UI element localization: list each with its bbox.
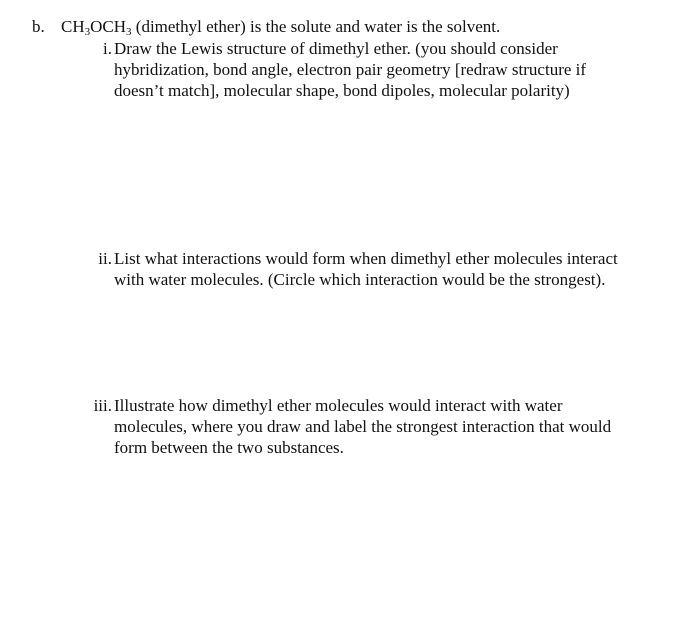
- subquestion-line: form between the two substances.: [114, 438, 344, 457]
- question-b-text: (dimethyl ether) is the solute and water is the solvent.: [131, 17, 501, 36]
- subquestion-line: molecules, where you draw and label the strongest interaction that would: [114, 417, 612, 436]
- subquestion-line: Illustrate how dimethyl ether molecules would interact with water: [114, 396, 563, 415]
- subquestion-number: ii.: [98, 249, 112, 268]
- subquestion-number: iii.: [93, 396, 112, 415]
- formula-sub2: 3: [126, 26, 132, 38]
- subquestion-number: i.: [103, 39, 112, 58]
- formula: [61, 17, 132, 36]
- question-b: [32, 16, 672, 37]
- subquestion-line: doesn’t match], molecular shape, bond dipoles, molecular polarity): [114, 81, 570, 100]
- question-b-label: b.: [32, 17, 45, 36]
- subquestion-line: with water molecules. (Circle which interaction would be the strongest).: [114, 270, 606, 289]
- subquestion-text: [114, 38, 674, 101]
- formula-sub1: 3: [84, 26, 91, 38]
- subquestion-text: [114, 395, 674, 458]
- formula-part1: CH: [61, 17, 85, 36]
- subquestion-line: hybridization, bond angle, electron pair geometry [redraw structure if: [114, 60, 587, 79]
- subquestion-line: List what interactions would form when dimethyl ether molecules interact: [114, 249, 618, 268]
- subquestion-line: Draw the Lewis structure of dimethyl ether. (you should consider: [114, 39, 558, 58]
- formula-part2: OCH: [90, 17, 127, 36]
- subquestion-text: [114, 248, 674, 290]
